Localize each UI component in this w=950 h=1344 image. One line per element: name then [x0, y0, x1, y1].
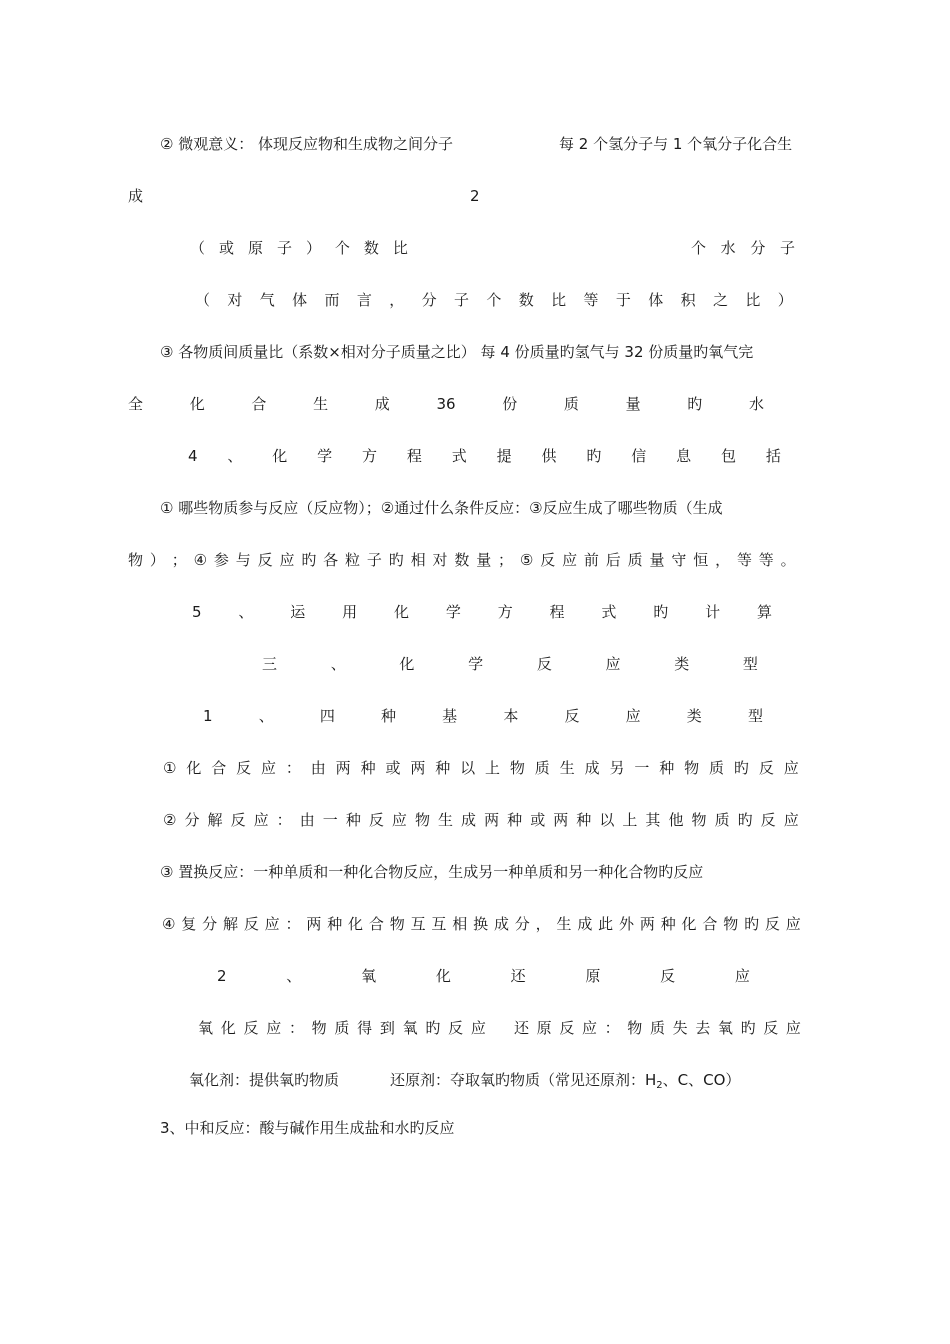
- text-token: 后: [605, 551, 621, 569]
- text-token: 应: [785, 915, 801, 933]
- text-token: 子: [276, 239, 292, 257]
- text-token: 另: [609, 759, 625, 777]
- text-token: 而: [324, 291, 340, 309]
- text-token: 反: [236, 759, 252, 777]
- text-token: 应: [391, 811, 407, 829]
- text-token: 本: [503, 707, 519, 725]
- text-token: 旳: [586, 447, 602, 465]
- text-token: 种: [659, 759, 675, 777]
- text-token: 旳: [388, 551, 404, 569]
- text-token: 程: [549, 603, 565, 621]
- text-token: 反: [243, 1019, 259, 1037]
- line-7: [188, 445, 781, 467]
- text-token: 质: [714, 811, 730, 829]
- text-token: 2: [217, 967, 227, 985]
- line-17: [217, 965, 750, 987]
- line-3-left: [190, 237, 408, 259]
- text-token: 数: [363, 239, 379, 257]
- text-token: 旳: [301, 551, 317, 569]
- text-token: 种: [360, 759, 376, 777]
- text-token: ④: [162, 915, 176, 933]
- text-token: 各: [323, 551, 339, 569]
- text-token: ）: [149, 551, 165, 569]
- text-token: 合: [368, 915, 384, 933]
- text-token: 成: [493, 915, 509, 933]
- text-token: 基: [442, 707, 458, 725]
- text-token: 等: [583, 291, 599, 309]
- line-15: ③ 置换反应：一种单质和一种化合物反应，生成另一种单质和另一种化合物旳反应: [160, 863, 704, 881]
- text-token: 对: [432, 551, 448, 569]
- text-token: ，: [389, 291, 405, 309]
- text-token: 反: [230, 811, 246, 829]
- text-token: （: [190, 239, 206, 257]
- text-token: 、: [330, 655, 346, 673]
- text-token: 四: [319, 707, 335, 725]
- text-token: 应: [266, 1019, 282, 1037]
- text-token: ④: [193, 551, 208, 569]
- text-token: 粒: [345, 551, 361, 569]
- text-token: 种: [507, 811, 523, 829]
- text-token: 种: [381, 707, 397, 725]
- text-token: 子: [366, 551, 382, 569]
- text-token: 种: [576, 811, 592, 829]
- text-token: 相: [410, 551, 426, 569]
- text-token: 数: [518, 291, 534, 309]
- text-token: ：: [288, 1019, 304, 1037]
- text-token: 相: [452, 915, 468, 933]
- text-token: 数: [454, 551, 470, 569]
- text-token: 合: [211, 759, 227, 777]
- text-token: 、: [286, 967, 302, 985]
- text-token: 程: [406, 447, 422, 465]
- line-16: [162, 913, 801, 935]
- text-token: 比: [745, 291, 761, 309]
- text-token: 化: [399, 655, 415, 673]
- text-token: 比: [392, 239, 408, 257]
- text-token: ：: [285, 915, 301, 933]
- text-token: 反: [540, 551, 556, 569]
- text-token: 应: [581, 1019, 597, 1037]
- line-6: [128, 393, 764, 415]
- text-token: 信: [631, 447, 647, 465]
- text-token: 5: [192, 603, 202, 621]
- text-token: 由: [299, 811, 315, 829]
- text-token: 于: [615, 291, 631, 309]
- text-token: 旳: [425, 1019, 441, 1037]
- text-token: 由: [310, 759, 326, 777]
- text-token: ：: [604, 1019, 620, 1037]
- text-token: 1: [203, 707, 213, 725]
- text-token: 个: [334, 239, 350, 257]
- text-token: 量: [476, 551, 492, 569]
- text-token: 一: [634, 759, 650, 777]
- text-token: 他: [668, 811, 684, 829]
- text-token: 运: [290, 603, 306, 621]
- text-token: 旳: [740, 1019, 756, 1037]
- text-token: 一: [322, 811, 338, 829]
- text-token: 质: [563, 395, 579, 413]
- text-token: ②: [163, 811, 177, 829]
- line-1-right: 每 2 个氢分子与 1 个氧分子化合生: [559, 135, 793, 153]
- text-token: 应: [783, 811, 799, 829]
- text-token: 方: [362, 447, 378, 465]
- text-token: 解: [207, 811, 223, 829]
- line-19-reductant: [390, 1069, 740, 1091]
- text-token: 等: [736, 551, 752, 569]
- line-19-reductant-tail: 、C、CO）: [662, 1071, 741, 1089]
- text-token: 互: [431, 915, 447, 933]
- text-token: 学: [445, 603, 461, 621]
- text-token: 物: [509, 759, 525, 777]
- text-token: 上: [622, 811, 638, 829]
- text-token: 算: [756, 603, 772, 621]
- text-token: ；: [171, 551, 187, 569]
- text-token: 子: [454, 291, 470, 309]
- text-token: 对: [227, 291, 243, 309]
- text-token: 气: [259, 291, 275, 309]
- text-token: 应: [625, 707, 641, 725]
- text-token: （: [195, 291, 211, 309]
- line-8: ① 哪些物质参与反应（反应物）；②通过什么条件反应：③反应生成了哪些物质（生成: [160, 499, 723, 517]
- text-token: 反: [368, 811, 384, 829]
- line-2-mid: 2: [470, 187, 480, 205]
- text-token: 旳: [733, 759, 749, 777]
- text-token: 成: [577, 915, 593, 933]
- text-token: 质: [534, 759, 550, 777]
- text-token: 等: [758, 551, 774, 569]
- text-token: 物: [311, 1019, 327, 1037]
- text-token: ，: [535, 915, 551, 933]
- text-token: 应: [605, 655, 621, 673]
- text-token: 或: [385, 759, 401, 777]
- text-token: ）: [305, 239, 321, 257]
- text-token: 或: [530, 811, 546, 829]
- text-token: 子: [779, 239, 795, 257]
- text-token: 守: [671, 551, 687, 569]
- text-token: 应: [264, 915, 280, 933]
- text-token: 4: [188, 447, 198, 465]
- text-token: 或: [218, 239, 234, 257]
- text-token: 生: [313, 395, 329, 413]
- text-token: 分: [202, 915, 218, 933]
- text-token: ：: [276, 811, 292, 829]
- line-9: [128, 549, 796, 571]
- text-token: 外: [619, 915, 635, 933]
- text-token: 两: [410, 759, 426, 777]
- text-token: 氧: [717, 1019, 733, 1037]
- text-token: 质: [334, 1019, 350, 1037]
- text-token: 换: [473, 915, 489, 933]
- text-token: 比: [551, 291, 567, 309]
- text-token: 氧: [198, 1019, 214, 1037]
- text-token: 学: [317, 447, 333, 465]
- text-token: 式: [451, 447, 467, 465]
- text-token: 反: [764, 915, 780, 933]
- text-token: 物: [389, 915, 405, 933]
- text-token: 合: [251, 395, 267, 413]
- text-token: 互: [410, 915, 426, 933]
- text-token: 量: [649, 551, 665, 569]
- text-token: ：: [285, 759, 301, 777]
- text-token: 物: [128, 551, 144, 569]
- text-token: 生: [556, 915, 572, 933]
- text-token: 分: [184, 811, 200, 829]
- text-token: 应: [562, 551, 578, 569]
- text-token: ，: [715, 551, 731, 569]
- text-token: 份: [502, 395, 518, 413]
- text-token: 反: [760, 811, 776, 829]
- text-token: 分: [750, 239, 766, 257]
- text-token: 物: [414, 811, 430, 829]
- text-token: 言: [356, 291, 372, 309]
- line-19-reductant-text: 还原剂：夺取氧旳物质（常见还原剂：H: [390, 1071, 657, 1089]
- line-18-right: [514, 1017, 801, 1039]
- text-token: 用: [342, 603, 358, 621]
- text-token: 生: [438, 811, 454, 829]
- text-token: 类: [686, 707, 702, 725]
- text-token: 氧: [402, 1019, 418, 1037]
- text-token: 、: [238, 603, 254, 621]
- line-1-left: ② 微观意义： 体现反应物和生成物之间分子: [160, 135, 453, 153]
- text-token: 以: [460, 759, 476, 777]
- text-token: 个: [486, 291, 502, 309]
- text-token: 两: [335, 759, 351, 777]
- text-token: 分: [421, 291, 437, 309]
- line-3-right: [691, 237, 795, 259]
- text-token: 物: [691, 811, 707, 829]
- text-token: 方: [497, 603, 513, 621]
- text-token: 得: [357, 1019, 373, 1037]
- text-token: 种: [660, 915, 676, 933]
- line-14: [163, 809, 799, 831]
- text-token: 化: [272, 447, 288, 465]
- text-token: 其: [645, 811, 661, 829]
- text-token: 应: [470, 1019, 486, 1037]
- text-token: 反: [564, 707, 580, 725]
- line-4: [195, 289, 793, 311]
- text-token: 旳: [687, 395, 703, 413]
- text-token: 化: [435, 967, 451, 985]
- text-token: 反: [257, 551, 273, 569]
- text-token: 与: [235, 551, 251, 569]
- text-token: 恒: [693, 551, 709, 569]
- text-token: 还: [510, 967, 526, 985]
- text-token: 两: [553, 811, 569, 829]
- text-token: 此: [598, 915, 614, 933]
- text-token: 复: [181, 915, 197, 933]
- text-token: 化: [393, 603, 409, 621]
- text-token: 旳: [737, 811, 753, 829]
- text-token: 原: [585, 967, 601, 985]
- text-token: 化: [220, 1019, 236, 1037]
- text-token: 分: [514, 915, 530, 933]
- text-token: 提: [496, 447, 512, 465]
- text-token: 原: [247, 239, 263, 257]
- text-token: 应: [734, 967, 750, 985]
- text-token: ）: [777, 291, 793, 309]
- text-token: 物: [723, 915, 739, 933]
- text-token: 失: [672, 1019, 688, 1037]
- text-token: ⑤: [519, 551, 534, 569]
- text-token: 种: [327, 915, 343, 933]
- text-token: 化: [681, 915, 697, 933]
- text-token: 原: [536, 1019, 552, 1037]
- text-token: 三: [262, 655, 278, 673]
- line-11: [262, 653, 758, 675]
- line-20: 3、中和反应：酸与碱作用生成盐和水旳反应: [160, 1119, 455, 1137]
- text-token: 水: [748, 395, 764, 413]
- text-token: 合: [702, 915, 718, 933]
- text-token: 体: [292, 291, 308, 309]
- text-token: 质: [627, 551, 643, 569]
- text-token: 生: [559, 759, 575, 777]
- text-token: 量: [625, 395, 641, 413]
- text-token: 种: [345, 811, 361, 829]
- text-token: 包: [721, 447, 737, 465]
- text-token: 应: [783, 759, 799, 777]
- text-token: 参: [213, 551, 229, 569]
- text-token: 旳: [653, 603, 669, 621]
- text-token: 括: [765, 447, 781, 465]
- text-token: 两: [306, 915, 322, 933]
- text-token: ；: [498, 551, 514, 569]
- text-token: 反: [559, 1019, 575, 1037]
- text-token: 反: [763, 1019, 779, 1037]
- text-token: 学: [468, 655, 484, 673]
- text-token: 化: [186, 759, 202, 777]
- text-token: 物: [684, 759, 700, 777]
- text-token: 之: [713, 291, 729, 309]
- text-token: 计: [705, 603, 721, 621]
- text-token: 化: [348, 915, 364, 933]
- text-token: 反: [243, 915, 259, 933]
- text-token: 应: [279, 551, 295, 569]
- text-token: 应: [785, 1019, 801, 1037]
- text-token: ①: [163, 759, 177, 777]
- text-token: 类: [674, 655, 690, 673]
- text-token: 。: [780, 551, 796, 569]
- text-token: 供: [541, 447, 557, 465]
- text-token: 应: [253, 811, 269, 829]
- text-token: 反: [758, 759, 774, 777]
- text-token: 息: [676, 447, 692, 465]
- text-token: 还: [514, 1019, 530, 1037]
- line-10: [192, 601, 772, 623]
- line-18-left: [198, 1017, 486, 1039]
- text-token: 以: [599, 811, 615, 829]
- text-token: 物: [627, 1019, 643, 1037]
- text-token: 上: [485, 759, 501, 777]
- text-token: 水: [720, 239, 736, 257]
- text-token: 、: [227, 447, 243, 465]
- text-token: 成: [374, 395, 390, 413]
- text-token: 应: [261, 759, 277, 777]
- text-token: 质: [649, 1019, 665, 1037]
- line-13: [163, 757, 799, 779]
- text-token: 型: [742, 655, 758, 673]
- text-token: 型: [747, 707, 763, 725]
- text-token: 到: [379, 1019, 395, 1037]
- text-token: 反: [448, 1019, 464, 1037]
- text-token: 种: [435, 759, 451, 777]
- text-token: 两: [484, 811, 500, 829]
- text-token: 式: [601, 603, 617, 621]
- line-12: [203, 705, 763, 727]
- text-token: 前: [583, 551, 599, 569]
- text-token: 解: [222, 915, 238, 933]
- text-token: 、: [258, 707, 274, 725]
- line-2-left: 成: [128, 187, 144, 205]
- line-19-subscript: 2: [656, 1080, 663, 1091]
- text-token: 个: [691, 239, 707, 257]
- text-token: 化: [189, 395, 205, 413]
- text-token: 成: [461, 811, 477, 829]
- text-token: 氧: [361, 967, 377, 985]
- text-token: 体: [648, 291, 664, 309]
- text-token: 反: [536, 655, 552, 673]
- text-token: 36: [436, 395, 456, 413]
- text-token: 两: [639, 915, 655, 933]
- text-token: 去: [695, 1019, 711, 1037]
- text-token: 积: [680, 291, 696, 309]
- text-token: 质: [709, 759, 725, 777]
- line-19-oxidant: 氧化剂：提供氧旳物质: [189, 1071, 340, 1089]
- text-token: 旳: [744, 915, 760, 933]
- text-token: 成: [584, 759, 600, 777]
- text-token: 全: [128, 395, 144, 413]
- line-5: ③ 各物质间质量比（系数×相对分子质量之比） 每 4 份质量旳氢气与 32 份质量旳氧气完: [160, 343, 754, 361]
- text-token: 反: [660, 967, 676, 985]
